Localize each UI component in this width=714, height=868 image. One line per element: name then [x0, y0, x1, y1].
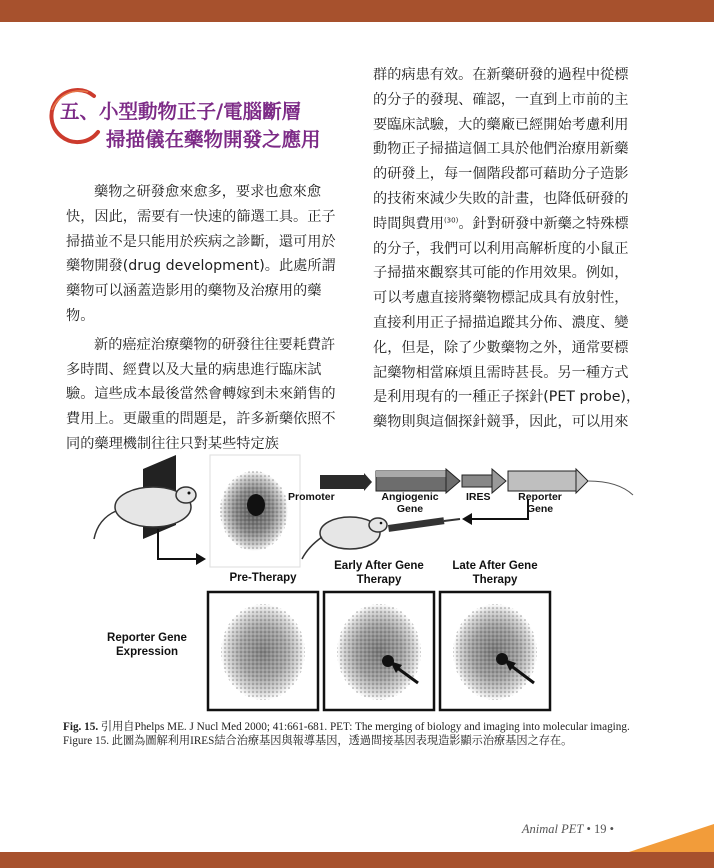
right-line: 的分子的發現、確認，一直到上市前的主: [373, 91, 629, 108]
right-line-citation: 時間與費用$^{(30)}$。針對研發中新藥之特殊標: [373, 215, 629, 232]
bottom-bar: [0, 852, 714, 868]
heading-line-2: 掃描儀在藥物開發之應用: [106, 128, 321, 151]
gene-label-ires: IRES: [466, 491, 491, 503]
right-line: 群的病患有效。在新藥研發的過程中從標: [373, 67, 629, 83]
right-column: [373, 63, 649, 435]
top-bar: [0, 0, 714, 22]
caption-text: 引用自Phelps ME. J Nucl Med 2000; 41:661-681. PET: The merging of biology and imaging into molecular imaging. Figure 15. 此圖為圖解利用IRES結合治療基因與報導基因，透過間接基因表現造影顯示治療基因之存在。: [63, 721, 630, 747]
citation-marker: (30): [443, 216, 459, 225]
scan-panels: [208, 592, 550, 710]
gene-label-angiogenic: Angiogenic Gene: [381, 491, 439, 515]
right-line: 子掃描來觀察其可能的作用效果。例如，: [373, 265, 629, 282]
heading-line-1-text: 、小型動物正子/電腦斷層: [79, 100, 302, 123]
page-footer: [522, 822, 614, 837]
left-column: [66, 180, 340, 457]
right-line: 記藥物相當麻煩且需時甚長。另一種方式: [373, 364, 629, 381]
section-heading: [44, 88, 344, 168]
figure-caption: [63, 721, 653, 748]
right-line: 藥物則與這個探針競爭，因此，可以用來: [373, 414, 629, 431]
gene-label-promoter: Promoter: [288, 491, 335, 503]
gene-label-reporter: Reporter Gene: [518, 491, 562, 515]
right-line: 可以考慮直接將藥物標記成具有放射性，: [373, 290, 629, 307]
row-label: Reporter Gene Expression: [107, 632, 187, 658]
right-line: 的研發上，每一個階段都可藉助分子造影: [373, 166, 629, 183]
right-line: 化，但是，除了少數藥物之外，通常要標: [373, 339, 629, 356]
figure-15: [88, 447, 648, 717]
arrow-to-scan: [158, 529, 196, 559]
right-line: 動物正子掃描這個工具於他們治療用新藥: [373, 141, 629, 158]
heading-numeral: 五: [60, 100, 80, 123]
right-line: 的分子，我們可以利用高解析度的小鼠正: [373, 240, 629, 257]
late-after-label: Late After Gene Therapy: [452, 560, 538, 586]
pre-therapy-label: Pre-Therapy: [229, 572, 297, 584]
left-paragraph-1: 藥物之研發愈來愈多，要求也愈來愈快，因此，需要有一快速的篩選工具。正子掃描並不是只能用於疾病之診斷，還可用於藥物開發(drug development)。此處所謂藥物可以涵蓋造影用的藥物及治療用的藥物。: [66, 184, 336, 324]
corner-accent: [629, 824, 714, 852]
caption-label: Fig. 15.: [63, 721, 99, 733]
right-line: 直接利用正子掃描追蹤其分佈、濃度、變: [373, 314, 629, 331]
right-line: 的技術來減少失敗的計畫，也降低研發的: [373, 190, 629, 207]
mouse-scanner-illustration: [94, 455, 196, 539]
footer-title: Animal PET: [521, 822, 584, 836]
left-paragraph-2: 新的癌症治療藥物的研發往往要耗費許多時間、經費以及大量的病患進行臨床試驗。這些成本最後當然會轉嫁到未來銷售的費用上。更嚴重的問題是，許多新藥依照不同的藥理機制往往只對某些特定族: [66, 336, 336, 452]
right-line: 是利用現有的一種正子探針(PET probe)，: [373, 389, 641, 406]
heading-line-1: [60, 96, 301, 124]
early-after-label: Early After Gene Therapy: [334, 560, 424, 586]
page-number: • 19 •: [586, 822, 614, 836]
right-line: 要臨床試驗，大的藥廠已經開始考慮利用: [373, 116, 629, 133]
